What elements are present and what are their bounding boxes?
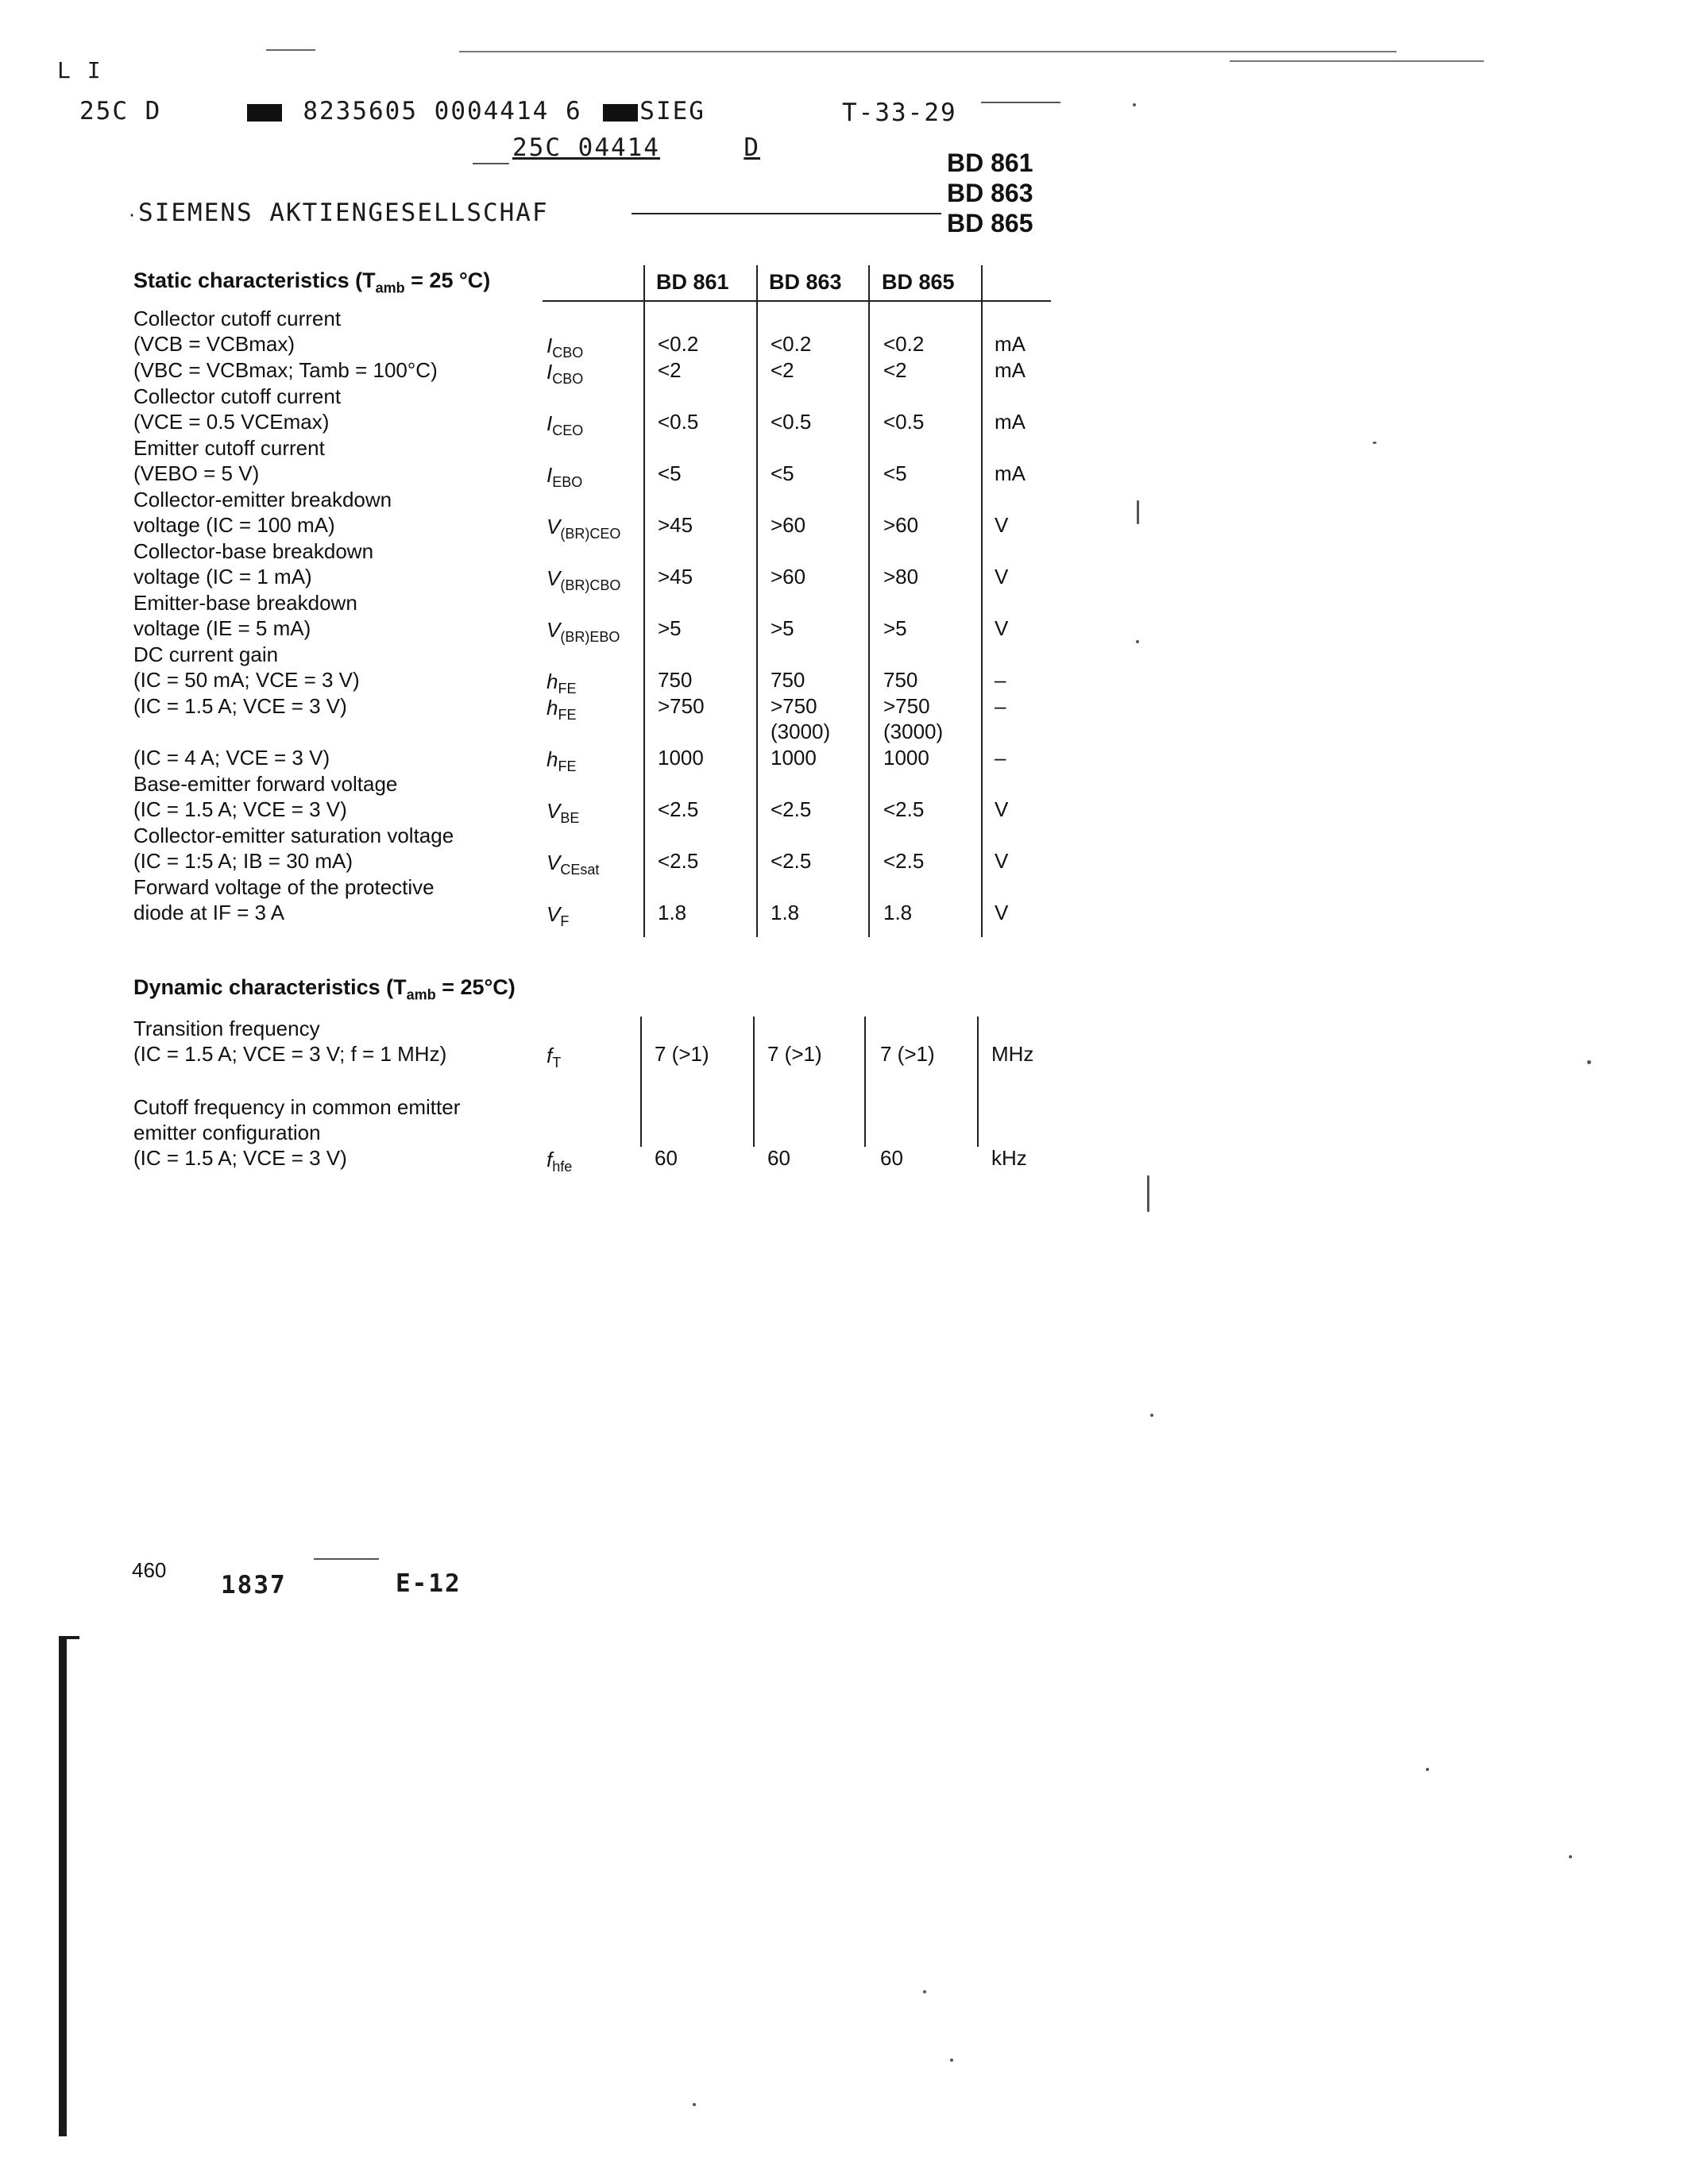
value-cell: 1000: [658, 746, 704, 770]
value-cell: >80: [883, 565, 919, 588]
value-cell: >5: [658, 616, 682, 640]
scan-speck: [1136, 640, 1139, 643]
scan-speck: [950, 2059, 953, 2062]
scan-code-sieg: SIEG: [639, 97, 705, 125]
parameter-symbol: $I_{CBO}$: [547, 334, 584, 361]
parameter-text: Emitter cutoff current: [133, 436, 325, 460]
parameter-text: (IC = 1.5 A; VCE = 3 V): [133, 694, 347, 718]
footer-rule: [314, 1558, 379, 1560]
unit-cell: MHz: [991, 1042, 1034, 1066]
scan-code-t-number: T-33-29: [842, 98, 957, 127]
value-cell: <5: [771, 461, 794, 485]
scan-speck: [1373, 442, 1377, 444]
scan-speck: [1587, 1060, 1591, 1064]
parameter-text: (IC = 1.5 A; VCE = 3 V; f = 1 MHz): [133, 1042, 447, 1066]
header-rule: [981, 102, 1060, 103]
redaction-block: [603, 104, 638, 122]
unit-cell: V: [995, 565, 1009, 588]
value-cell: 7 (>1): [880, 1042, 935, 1066]
column-header-bd861: BD 861: [656, 270, 729, 294]
value-cell: <0.5: [771, 410, 812, 434]
parameter-text: voltage (IC = 1 mA): [133, 565, 312, 588]
header-rule: [1230, 60, 1484, 62]
value-cell: 60: [880, 1146, 903, 1170]
unit-cell: mA: [995, 358, 1026, 382]
value-cell: 1.8: [658, 901, 687, 924]
parameter-text: voltage (IC = 100 mA): [133, 513, 335, 537]
parameter-text: (IC = 1.5 A; VCE = 3 V): [133, 797, 347, 821]
value-cell: 7 (>1): [767, 1042, 822, 1066]
unit-cell: mA: [995, 461, 1026, 485]
unit-cell: kHz: [991, 1146, 1027, 1170]
value-cell: <5: [658, 461, 682, 485]
scan-code-second: 25C 04414: [512, 133, 660, 162]
parameter-text: Base-emitter forward voltage: [133, 772, 398, 796]
parameter-text: (VCB = VCBmax): [133, 332, 295, 356]
parameter-text: Collector-base breakdown: [133, 539, 374, 563]
value-cell: <2: [883, 358, 907, 382]
column-rule: [756, 265, 758, 937]
company-name: ·SIEMENS AKTIENGESELLSCHAF: [127, 199, 549, 227]
value-cell: <0.2: [771, 332, 812, 356]
corner-mark: L I: [57, 57, 102, 83]
column-rule: [864, 1017, 866, 1147]
parameter-symbol: $h_{FE}$: [547, 696, 577, 723]
parameter-text: emitter configuration: [133, 1121, 321, 1144]
parameter-symbol: $V_{(BR)EBO}$: [547, 618, 620, 646]
value-cell: <2.5: [883, 797, 925, 821]
parameter-symbol: $h_{FE}$: [547, 747, 577, 775]
column-rule: [977, 1017, 979, 1147]
column-rule: [868, 265, 870, 937]
dynamic-heading: Dynamic characteristics $(T_{amb} = 25^\circ C)$: [133, 975, 516, 1003]
parameter-text: Emitter-base breakdown: [133, 591, 357, 615]
value-cell: >60: [771, 565, 806, 588]
unit-cell: V: [995, 513, 1009, 537]
parameter-text: Cutoff frequency in common emitter: [133, 1095, 461, 1119]
parameter-symbol: $V_{CEsat}$: [547, 851, 600, 878]
column-rule: [643, 265, 645, 937]
value-cell: <0.5: [658, 410, 699, 434]
column-header-bd863: BD 863: [769, 270, 842, 294]
value-cell: 1.8: [771, 901, 800, 924]
header-rule: [266, 49, 315, 51]
parameter-symbol: $V_{(BR)CEO}$: [547, 515, 621, 542]
scan-speck: [923, 1990, 926, 1993]
footer-code-1: 1837: [221, 1571, 287, 1599]
unit-cell: V: [995, 849, 1009, 873]
header-rule: [473, 163, 509, 164]
value-cell: >60: [883, 513, 919, 537]
value-cell: 750: [658, 668, 693, 692]
value-cell: 750: [883, 668, 918, 692]
page-number: 460: [132, 1558, 167, 1582]
scan-header-line-2: [512, 133, 760, 162]
value-cell: 1.8: [883, 901, 913, 924]
value-cell: >5: [883, 616, 907, 640]
scan-code-number: 8235605 0004414 6: [303, 97, 582, 125]
scan-speck: [1133, 103, 1136, 106]
column-header-bd865: BD 865: [882, 270, 955, 294]
scan-binding-edge: [59, 1636, 67, 2136]
parameter-symbol: $I_{CBO}$: [547, 360, 584, 388]
parameter-text: (VBC = VCBmax; Tamb = 100°C): [133, 358, 438, 382]
value-cell: 1000: [771, 746, 817, 770]
parameter-text: Transition frequency: [133, 1017, 320, 1040]
value-cell: <0.2: [883, 332, 925, 356]
parameter-text: voltage (IE = 5 mA): [133, 616, 311, 640]
value-cell: >5: [771, 616, 794, 640]
parameter-text: (VEBO = 5 V): [133, 461, 260, 485]
type-titles: [947, 148, 1033, 238]
parameter-symbol: $I_{EBO}$: [547, 463, 583, 491]
value-cell: <2.5: [883, 849, 925, 873]
scan-speck: [1569, 1855, 1572, 1858]
footer-code-2: E-12: [396, 1569, 462, 1598]
value-cell: (3000): [883, 720, 944, 743]
column-rule: [981, 265, 983, 937]
parameter-text: Collector cutoff current: [133, 384, 342, 408]
parameter-symbol: $f_T$: [547, 1044, 562, 1071]
parameter-text: diode at IF = 3 A: [133, 901, 285, 924]
unit-cell: V: [995, 901, 1009, 924]
header-rule: [459, 51, 1396, 52]
parameter-symbol: $I_{CEO}$: [547, 411, 584, 439]
scan-code-d: D: [744, 133, 760, 162]
value-cell: <2.5: [771, 797, 812, 821]
scan-binding-edge: [59, 1636, 79, 1639]
scan-speck: [693, 2103, 696, 2106]
title-bd861: BD 861: [947, 149, 1033, 177]
table-header-rule: [543, 300, 1051, 302]
value-cell: 60: [655, 1146, 678, 1170]
value-cell: >60: [771, 513, 806, 537]
unit-cell: V: [995, 616, 1009, 640]
parameter-text: Collector-emitter breakdown: [133, 488, 392, 511]
parameter-text: (IC = 50 mA; VCE = 3 V): [133, 668, 360, 692]
redaction-block: [247, 104, 282, 122]
title-bd863: BD 863: [947, 179, 1033, 207]
scan-speck: [1150, 1414, 1153, 1417]
parameter-symbol: $V_F$: [547, 902, 570, 930]
value-cell: <2.5: [771, 849, 812, 873]
parameter-text: (IC = 4 A; VCE = 3 V): [133, 746, 330, 770]
parameter-symbol: $V_{BE}$: [547, 799, 580, 827]
value-cell: <2.5: [658, 849, 699, 873]
unit-cell: V: [995, 797, 1009, 821]
parameter-text: (IC = 1.5 A; VCE = 3 V): [133, 1146, 347, 1170]
static-heading: Static characteristics ($T_{amb} = 25$ °C): [133, 268, 491, 296]
value-cell: >45: [658, 513, 693, 537]
scan-code-left: 25C D: [79, 97, 162, 125]
parameter-text: (IC = 1:5 A; IB = 30 mA): [133, 849, 353, 873]
parameter-text: Forward voltage of the protective: [133, 875, 435, 899]
parameter-text: Collector cutoff current: [133, 307, 342, 330]
value-cell: (3000): [771, 720, 831, 743]
parameter-text: DC current gain: [133, 642, 279, 666]
value-cell: <2: [658, 358, 682, 382]
company-rule: [632, 213, 941, 214]
parameter-symbol: $V_{(BR)CBO}$: [547, 566, 621, 594]
value-cell: >750: [771, 694, 817, 718]
value-cell: 60: [767, 1146, 790, 1170]
unit-cell: –: [995, 668, 1006, 692]
value-cell: <0.2: [658, 332, 699, 356]
unit-cell: mA: [995, 410, 1026, 434]
value-cell: >45: [658, 565, 693, 588]
scan-header-line-1: [79, 97, 705, 125]
unit-cell: –: [995, 694, 1006, 718]
scan-speck: [1147, 1175, 1149, 1212]
value-cell: 1000: [883, 746, 929, 770]
value-cell: >750: [883, 694, 930, 718]
value-cell: <2: [771, 358, 794, 382]
parameter-text: (VCE = 0.5 VCEmax): [133, 410, 330, 434]
scan-speck: [1426, 1768, 1429, 1771]
unit-cell: mA: [995, 332, 1026, 356]
parameter-symbol: $h_{FE}$: [547, 669, 577, 697]
value-cell: <0.5: [883, 410, 925, 434]
parameter-text: Collector-emitter saturation voltage: [133, 824, 454, 847]
value-cell: 750: [771, 668, 805, 692]
unit-cell: –: [995, 746, 1006, 770]
value-cell: <5: [883, 461, 907, 485]
value-cell: 7 (>1): [655, 1042, 709, 1066]
column-rule: [640, 1017, 642, 1147]
value-cell: >750: [658, 694, 705, 718]
parameter-symbol: $f_{hfe}$: [547, 1148, 573, 1175]
value-cell: <2.5: [658, 797, 699, 821]
title-bd865: BD 865: [947, 209, 1033, 237]
scan-speck: [1137, 500, 1139, 524]
column-rule: [753, 1017, 755, 1147]
